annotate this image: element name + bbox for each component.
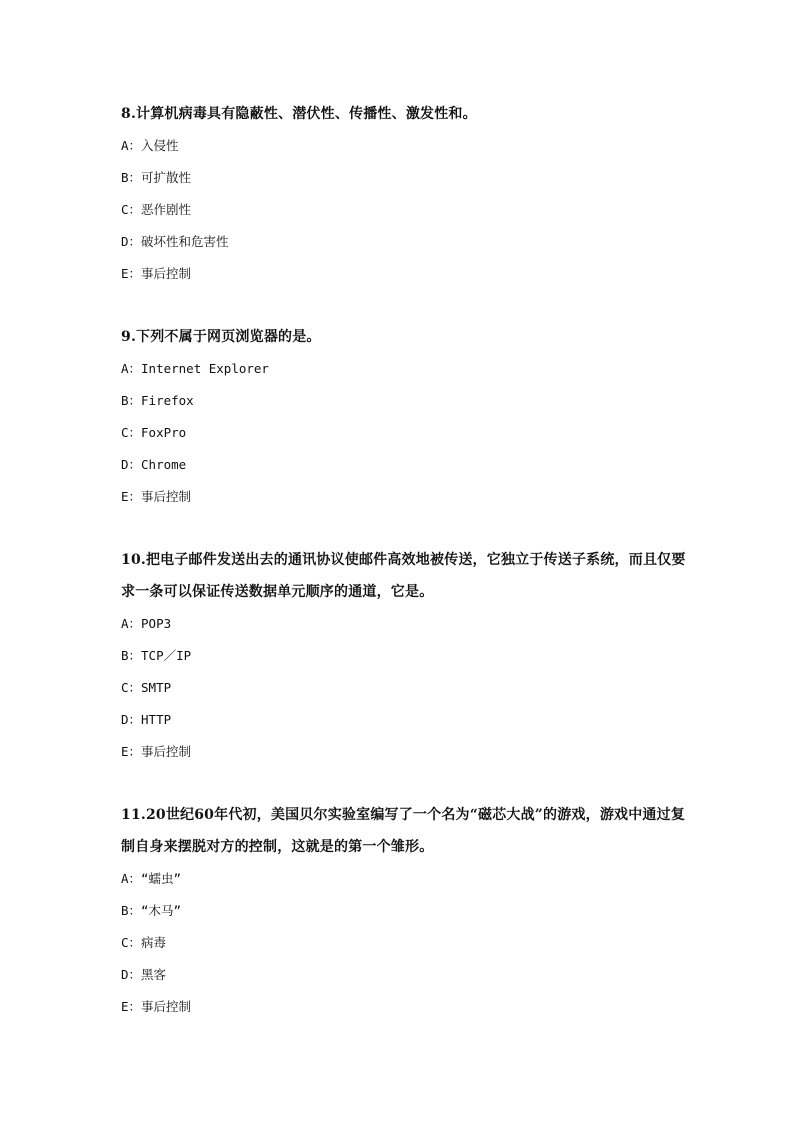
question-11	[121, 799, 691, 1023]
question-9	[121, 321, 691, 513]
option-b: B：可扩散性	[121, 170, 192, 185]
option-e: E：事后控制	[121, 489, 192, 504]
question-10	[121, 544, 691, 768]
question-title: 10.把电子邮件发送出去的通讯协议使邮件高效地被传送，它独立于传送子系统，而且仅要求一条可以保证传送数据单元顺序的通道，它是。	[121, 552, 686, 600]
option-c: C：FoxPro	[121, 425, 187, 440]
option-list	[121, 863, 691, 1023]
question-title: 8.计算机病毒具有隐蔽性、潜伏性、传播性、激发性和。	[121, 106, 477, 122]
option-b: B：Firefox	[121, 393, 194, 408]
option-e: E：事后控制	[121, 744, 192, 759]
option-list	[121, 608, 691, 768]
option-list	[121, 353, 691, 513]
option-a: A：“蠕虫”	[121, 871, 182, 886]
option-c: C：病毒	[121, 935, 167, 950]
option-a: A：Internet Explorer	[121, 361, 269, 376]
option-list	[121, 130, 691, 290]
option-d: D：黑客	[121, 967, 167, 982]
option-c: C：恶作剧性	[121, 202, 192, 217]
option-d: D：HTTP	[121, 712, 172, 727]
option-d: D：Chrome	[121, 457, 187, 472]
option-a: A：POP3	[121, 616, 172, 631]
question-title: 9.下列不属于网页浏览器的是。	[121, 329, 321, 345]
option-c: C：SMTP	[121, 680, 172, 695]
question-8	[121, 98, 691, 290]
question-title: 11.20世纪60年代初，美国贝尔实验室编写了一个名为“磁芯大战”的游戏，游戏中通过复制自身来摆脱对方的控制，这就是的第一个雏形。	[121, 807, 686, 855]
option-b: B：“木马”	[121, 903, 182, 918]
option-a: A：入侵性	[121, 138, 179, 153]
option-e: E：事后控制	[121, 266, 192, 281]
option-e: E：事后控制	[121, 999, 192, 1014]
option-b: B：TCP／IP	[121, 648, 192, 663]
option-d: D：破坏性和危害性	[121, 234, 229, 249]
